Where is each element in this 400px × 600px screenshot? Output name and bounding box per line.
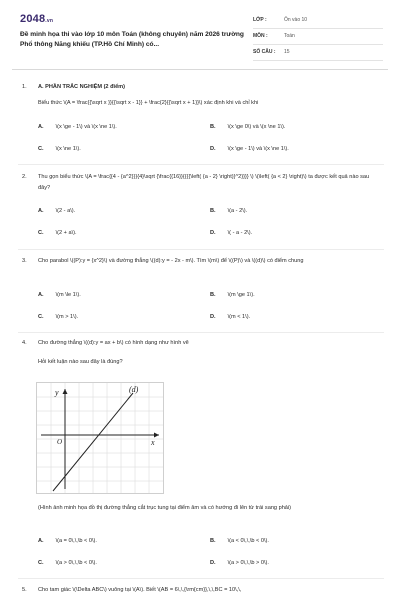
exam-meta [253, 15, 383, 63]
meta-subject-key: MÔN : [253, 33, 268, 39]
line-graph-figure [36, 382, 164, 494]
q1-option-b[interactable]: B. \(x \ge 0\) và \(x \ne 1\). [210, 124, 286, 130]
x-axis-label: x [151, 438, 155, 447]
question-number: 4. [22, 340, 27, 346]
q3-option-a[interactable]: A. \(m \le 1\). [38, 292, 81, 298]
question-number: 3. [22, 258, 27, 264]
exam-title: Đề minh họa thi vào lớp 10 môn Toán (không chuyên) năm 2026 trường Phổ thông Năng khiếu (TP.Hồ Chí Minh) có... [20, 31, 244, 48]
meta-count-value: 15 [284, 49, 290, 55]
question-text: Biểu thức \(A = \frac{{\sqrt x }}{{\sqrt x - 1}} + \frac{2}{{\sqrt x + 1}}\) xác định khi và chỉ khi [38, 100, 259, 106]
question-number: 1. [22, 84, 27, 90]
meta-count [253, 47, 383, 61]
question-text: Thu gọn biểu thức \(A = \frac{{4 - {a^2}}}{4}\sqrt {\frac{{16}}{{{{\left( {a - 2} \right)}^2}}}} \) \(\left( {a < 2} \right)\) ta được kết quả nào sau đây? [38, 174, 370, 191]
q2-option-d[interactable]: D. \( - a - 2\). [210, 230, 253, 236]
meta-class [253, 15, 383, 29]
caption-text: (Hình ảnh minh họa đồ thị đường thẳng cắt trục tung tại điểm âm và có hướng đi lên từ trái sang phải) [38, 505, 292, 511]
divider [18, 578, 384, 579]
meta-class-value: Ôn vào 10 [284, 17, 308, 23]
question-subtext: Hỏi kết luận nào sau đây là đúng? [38, 359, 123, 365]
q4-option-b[interactable]: B. \(a < 0\,\,\b < 0\). [210, 538, 269, 544]
meta-class-key: LỚP : [253, 17, 267, 23]
q2-option-c[interactable]: C. \(2 + a\). [38, 230, 77, 236]
q4-option-d[interactable]: D. \(a > 0\,\,\b > 0\). [210, 560, 269, 566]
graph-svg [37, 383, 163, 493]
q1-option-a[interactable]: A. \(x \ge - 1\) và \(x \ne 1\). [38, 124, 117, 130]
question-text: Cho parabol \((P):y = {x^2}\) và đường thẳng \((d):y = - 2x - m\). Tìm \(m\) để \((P)\) và \((d)\) có điểm chung [38, 258, 304, 264]
site-logo[interactable]: 2048.vn [20, 13, 54, 25]
q3-option-b[interactable]: B. \(m \ge 1\). [210, 292, 255, 298]
header-divider [12, 69, 388, 70]
meta-subject [253, 31, 383, 45]
x-axis-arrow [154, 433, 159, 438]
q1-option-c[interactable]: C. \(x \ne 1\). [38, 146, 81, 152]
divider [18, 249, 384, 250]
section-heading: A. PHẦN TRẮC NGHIỆM (2 điểm) [38, 84, 126, 90]
question-number: 2. [22, 174, 27, 180]
q2-option-b[interactable]: B. \(a - 2\). [210, 208, 248, 214]
question-text: Cho tam giác \(\Delta ABC\) vuông tại \(A\). Biết \(AB = 6\,\,{\rm{cm}},\,\,BC = 10\,\, [38, 587, 242, 593]
origin-label: O [57, 438, 63, 446]
divider [18, 332, 384, 333]
header [0, 0, 400, 66]
q4-option-a[interactable]: A. \(a = 0\,\,\b < 0\). [38, 538, 97, 544]
q1-option-d[interactable]: D. \(x \ge - 1\) và \(x \ne 1\). [210, 146, 289, 152]
meta-count-key: SỐ CÂU : [253, 49, 276, 55]
divider [18, 164, 384, 165]
q3-option-c[interactable]: C. \(m > 1\). [38, 314, 79, 320]
line-d-label: (d) [129, 385, 139, 394]
question-text: Cho đường thẳng \((d):y = ax + b\) có hình dạng như hình vẽ [38, 340, 189, 346]
y-axis-label: y [55, 388, 59, 397]
meta-subject-value: Toán [284, 33, 295, 39]
y-axis-arrow [63, 389, 68, 394]
question-number: 5. [22, 587, 27, 593]
q3-option-d[interactable]: D. \(m < 1\). [210, 314, 251, 320]
q4-option-c[interactable]: C. \(a > 0\,\,\b < 0\). [38, 560, 97, 566]
q2-option-a[interactable]: A. \(2 - a\). [38, 208, 76, 214]
